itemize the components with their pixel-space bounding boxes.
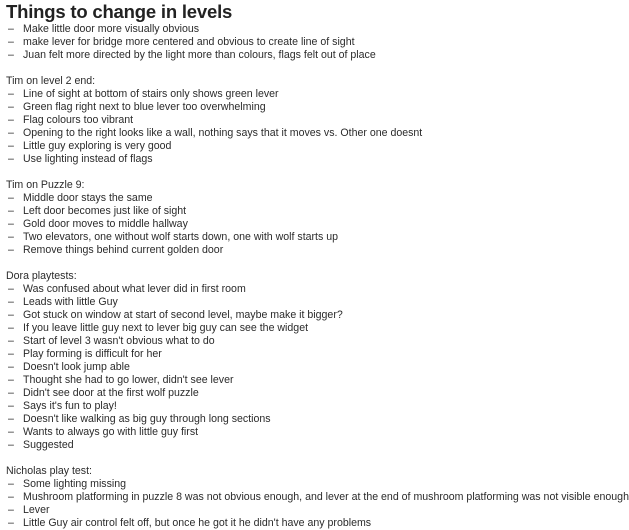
list-item [0, 400, 555, 413]
list-item-text: Says it's fun to play! [23, 400, 117, 412]
dash-bullet-icon: – [8, 491, 14, 503]
list-item-text: Some lighting missing [23, 478, 127, 490]
dash-bullet-icon: – [8, 244, 14, 256]
dash-bullet-icon: – [8, 426, 14, 438]
list-item-text: If you leave little guy next to lever big guy can see the widget [23, 322, 309, 334]
dash-bullet-icon: – [8, 296, 14, 308]
list-item-text: Middle door stays the same [23, 192, 153, 204]
note-section [0, 62, 555, 166]
list-item [0, 348, 555, 361]
list-item-text: Green flag right next to blue lever too overwhelming [23, 101, 266, 113]
bullet-list [0, 88, 555, 166]
dash-bullet-icon: – [8, 374, 14, 386]
list-item [0, 88, 555, 101]
note-body [0, 23, 629, 530]
dash-bullet-icon: – [8, 517, 14, 529]
list-item-text: Left door becomes just like of sight [23, 205, 187, 217]
blank-line [0, 166, 555, 179]
dash-bullet-icon: – [8, 387, 14, 399]
list-item-text: Flag colours too vibrant [23, 114, 134, 126]
list-item [0, 101, 555, 114]
list-item [0, 413, 555, 426]
section-heading: Tim on Puzzle 9: [6, 179, 85, 191]
list-item [0, 491, 629, 504]
list-item [0, 205, 555, 218]
list-item-text: Opening to the right looks like a wall, nothing says that it moves vs. Other one doesnt [23, 127, 423, 139]
list-item-text: Juan felt more directed by the light more than colours, flags felt out of place [23, 49, 376, 61]
list-item-text: Play forming is difficult for her [23, 348, 162, 360]
list-item [0, 478, 555, 491]
list-item-text: Mushroom platforming in puzzle 8 was not obvious enough, and lever at the end of mushroom platforming was not visible enough [23, 491, 629, 503]
list-item-text: Was confused about what lever did in first room [23, 283, 246, 295]
dash-bullet-icon: – [8, 322, 14, 334]
list-item-text: make lever for bridge more centered and obvious to create line of sight [23, 36, 355, 48]
dash-bullet-icon: – [8, 36, 14, 48]
list-item-text: Wants to always go with little guy first [23, 426, 199, 438]
list-item [0, 439, 555, 452]
list-item [0, 322, 555, 335]
list-item-text: Got stuck on window at start of second level, maybe make it bigger? [23, 309, 343, 321]
note-title: Things to change in levels [6, 1, 233, 22]
list-item [0, 153, 555, 166]
list-item-text: Lever [23, 504, 50, 516]
list-item-text: Suggested [23, 439, 74, 451]
blank-line [0, 62, 555, 75]
dash-bullet-icon: – [8, 140, 14, 152]
note-section [0, 257, 555, 452]
dash-bullet-icon: – [8, 335, 14, 347]
list-item-text: Leads with little Guy [23, 296, 118, 308]
dash-bullet-icon: – [8, 478, 14, 490]
list-item [0, 23, 555, 36]
note-section [0, 23, 555, 62]
list-item [0, 114, 555, 127]
section-heading: Dora playtests: [6, 270, 77, 282]
list-item-text: Use lighting instead of flags [23, 153, 153, 165]
bullet-list [0, 283, 555, 452]
dash-bullet-icon: – [8, 205, 14, 217]
dash-bullet-icon: – [8, 348, 14, 360]
bullet-list [0, 192, 555, 257]
list-item-text: Thought she had to go lower, didn't see lever [23, 374, 234, 386]
bullet-list [0, 23, 555, 62]
list-item [0, 296, 555, 309]
dash-bullet-icon: – [8, 218, 14, 230]
section-heading: Tim on level 2 end: [6, 75, 96, 87]
list-item [0, 127, 555, 140]
list-item-text: Two elevators, one without wolf starts down, one with wolf starts up [23, 231, 339, 243]
dash-bullet-icon: – [8, 361, 14, 373]
dash-bullet-icon: – [8, 400, 14, 412]
section-heading: Nicholas play test: [6, 465, 92, 477]
list-item [0, 192, 555, 205]
blank-line [0, 257, 555, 270]
list-item [0, 335, 555, 348]
list-item-text: Little Guy air control felt off, but once he got it he didn't have any problems [23, 517, 372, 529]
list-item [0, 244, 555, 257]
dash-bullet-icon: – [8, 23, 14, 35]
list-item [0, 49, 555, 62]
list-item [0, 504, 555, 517]
list-item [0, 426, 555, 439]
dash-bullet-icon: – [8, 309, 14, 321]
list-item-text: Little guy exploring is very good [23, 140, 172, 152]
list-item-text: Make little door more visually obvious [23, 23, 200, 35]
note-section [0, 166, 555, 257]
dash-bullet-icon: – [8, 127, 14, 139]
dash-bullet-icon: – [8, 283, 14, 295]
dash-bullet-icon: – [8, 114, 14, 126]
list-item-text: Start of level 3 wasn't obvious what to do [23, 335, 215, 347]
list-item [0, 231, 555, 244]
list-item [0, 36, 555, 49]
note-section [0, 452, 629, 530]
list-item [0, 283, 555, 296]
list-item-text: Line of sight at bottom of stairs only shows green lever [23, 88, 279, 100]
dash-bullet-icon: – [8, 439, 14, 451]
list-item [0, 361, 555, 374]
dash-bullet-icon: – [8, 413, 14, 425]
list-item [0, 140, 555, 153]
blank-line [0, 452, 555, 465]
list-item [0, 387, 555, 400]
dash-bullet-icon: – [8, 231, 14, 243]
dash-bullet-icon: – [8, 101, 14, 113]
dash-bullet-icon: – [8, 49, 14, 61]
bullet-list [0, 478, 629, 530]
dash-bullet-icon: – [8, 88, 14, 100]
dash-bullet-icon: – [8, 153, 14, 165]
list-item [0, 218, 555, 231]
list-item-text: Doesn't like walking as big guy through long sections [23, 413, 271, 425]
list-item [0, 309, 555, 322]
list-item-text: Doesn't look jump able [23, 361, 130, 373]
list-item [0, 374, 555, 387]
dash-bullet-icon: – [8, 192, 14, 204]
list-item [0, 517, 555, 530]
list-item-text: Remove things behind current golden door [23, 244, 224, 256]
list-item-text: Didn't see door at the first wolf puzzle [23, 387, 199, 399]
dash-bullet-icon: – [8, 504, 14, 516]
list-item-text: Gold door moves to middle hallway [23, 218, 188, 230]
